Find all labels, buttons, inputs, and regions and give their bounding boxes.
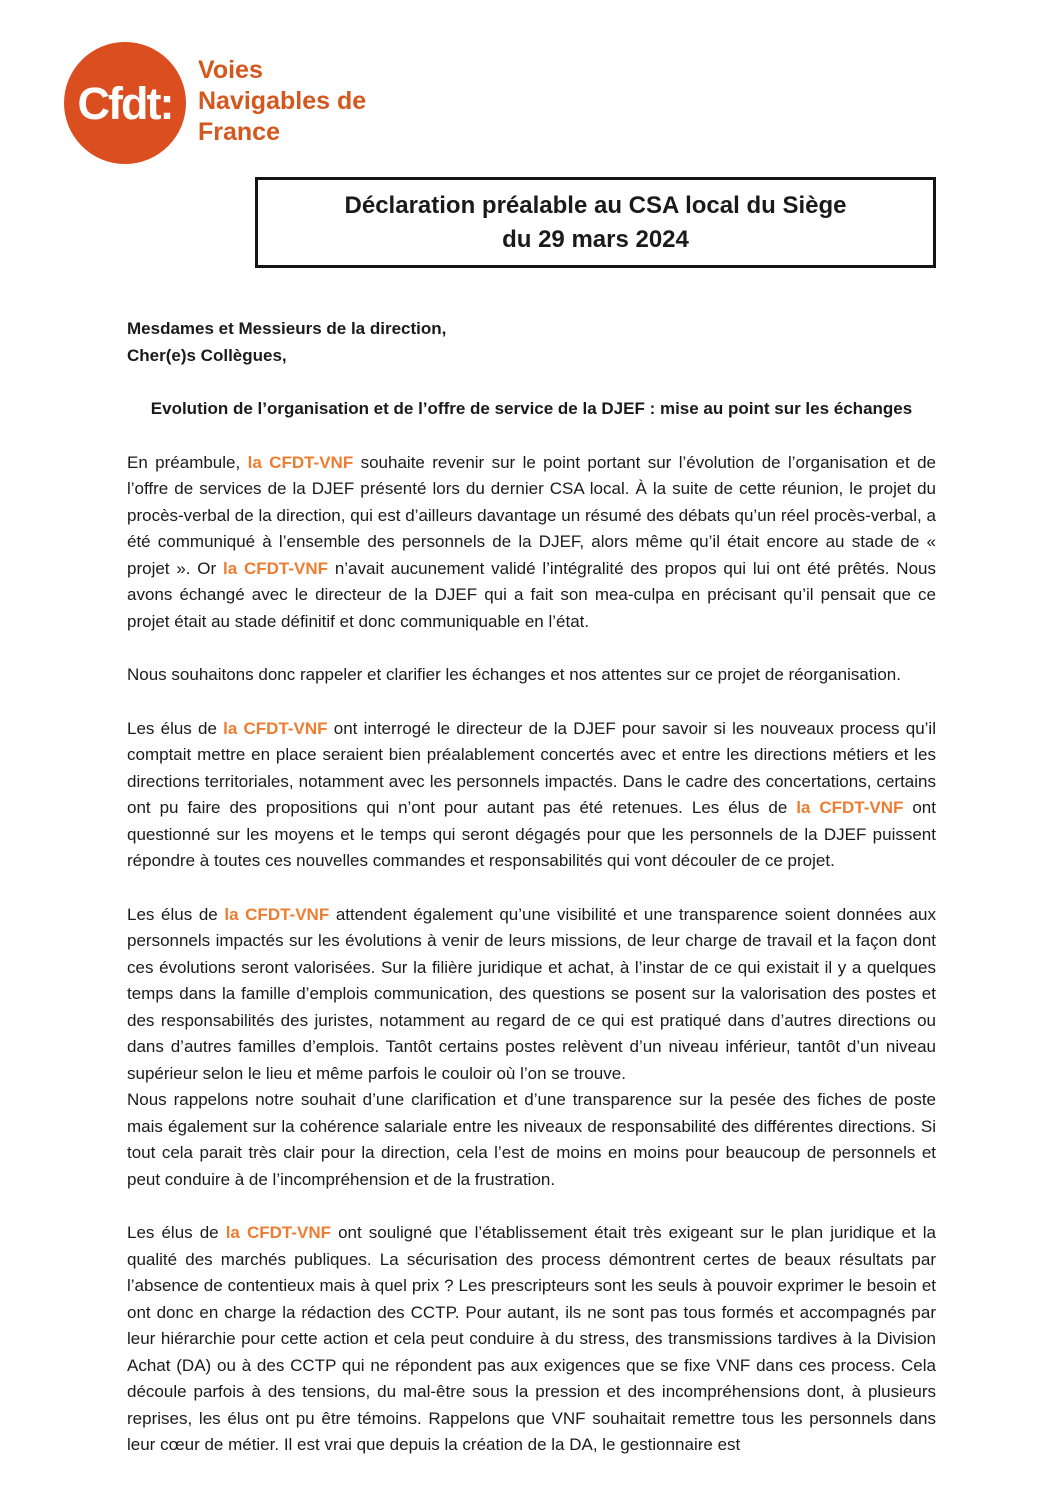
paragraph bbox=[127, 1087, 936, 1193]
paragraph-text: Les élus de bbox=[127, 904, 225, 924]
union-name-highlight: la CFDT-VNF bbox=[223, 718, 328, 738]
paragraph-text: Nous souhaitons donc rappeler et clarifier les échanges et nos attentes sur ce projet de réorganisation. bbox=[127, 665, 901, 684]
paragraph bbox=[127, 1220, 936, 1459]
paragraph-text: En préambule, bbox=[127, 452, 248, 472]
paragraph-text: ont interrogé le directeur de la DJEF pour savoir si les nouveaux process qu’il comptait mettre en place seraient bien préalablement concertés avec et entre les directions métiers et les directions territoriales, notamment avec les personnels impactés. Dans le cadre des concertations, certains ont pu faire des propositions qui n’ont pour autant pas été retenues. Les élus de bbox=[127, 718, 936, 817]
union-name-highlight: la CFDT-VNF bbox=[796, 798, 904, 817]
cfdt-logo bbox=[64, 42, 366, 164]
paragraph-text: ont souligné que l’établissement était très exigeant sur le plan juridique et la qualité des marchés publiques. La sécurisation des process démontrent certes de beaux résultats par l’absence de contentieux mais à quel prix ? Les prescripteurs sont les seuls à pouvoir exprimer le besoin et ont donc en charge la rédaction des CCTP. Pour autant, ils ne sont pas tous formés et accompagnés par leur hiérarchie pour cette action et cela peut conduire à du stress, des transmissions tardives à la Division Achat (DA) ou à des CCTP qui ne répondent pas aux exigences que se fixe VNF dans ces process. Cela découle parfois à des tensions, du mal-être sous la pression et des incompréhensions dont, à plusieurs reprises, les élus ont pu être témoins. Rappelons que VNF souhaitait remettre tous les personnels dans leur cœur de métier. Il est vrai que depuis la création de la DA, le gestionnaire est bbox=[127, 1223, 936, 1454]
organization-name bbox=[198, 55, 366, 148]
paragraph bbox=[127, 662, 936, 689]
paragraph-text: Les élus de bbox=[127, 718, 224, 738]
union-name-highlight: la CFDT-VNF bbox=[225, 1223, 331, 1242]
declaration-title-box bbox=[255, 177, 936, 268]
union-name-highlight: la CFDT-VNF bbox=[224, 904, 330, 924]
salutation-line: Cher(e)s Collègues, bbox=[127, 345, 287, 365]
declaration-title-line1: Déclaration préalable au CSA local du Siège bbox=[344, 191, 847, 219]
cfdt-logo-circle bbox=[64, 42, 186, 164]
organization-name-line: France bbox=[198, 117, 280, 146]
cfdt-monogram: Cfdt: bbox=[77, 78, 173, 129]
salutation-line: Mesdames et Messieurs de la direction, bbox=[127, 319, 447, 338]
organization-name-line: Voies bbox=[198, 55, 263, 84]
paragraph bbox=[127, 716, 936, 875]
union-name-highlight: la CFDT-VNF bbox=[222, 558, 329, 578]
paragraph bbox=[127, 450, 936, 636]
section-heading: Evolution de l’organisation et de l’offre de service de la DJEF : mise au point sur les échanges bbox=[150, 399, 913, 418]
union-name-highlight: la CFDT-VNF bbox=[247, 452, 354, 472]
paragraph-text: ont questionné sur les moyens et le temps qui seront dégagés pour que les personnels de la DJEF puissent répondre à toutes ces nouvelles commandes et responsabilités qui vont découler de ce projet. bbox=[127, 798, 936, 870]
declaration-title-line2: du 29 mars 2024 bbox=[502, 225, 689, 253]
paragraph-text: Les élus de bbox=[127, 1223, 226, 1242]
paragraph-text: souhaite revenir sur le point portant sur l’évolution de l’organisation et de l’offre de services de la DJEF présenté lors du dernier CSA local. À la suite de cette réunion, le projet du procès-verbal de la direction, qui est d’ailleurs davantage un résumé des débats qu’un réel procès-verbal, a été communiqué à l’ensemble des personnels de la DJEF, alors même qu’il était encore au stade de « projet ». Or bbox=[127, 452, 936, 578]
organization-name-line: Navigables de bbox=[198, 86, 367, 115]
paragraph-text: attendent également qu’une visibilité et une transparence soient données aux personnels impactés sur les évolutions à venir de leurs missions, de leur charge de travail et la façon dont ces évolutions seront valorisées. Sur la filière juridique et achat, à l’instar de ce qui existait il y a quelques temps dans la famille d’emplois communication, des questions se posent sur la valorisation des postes et des responsabilités des juristes, notamment au regard de ce qui est pratiqué dans d’autres directions ou dans d’autres familles d’emplois. Tantôt certains postes relèvent d’un niveau inférieur, tantôt d’un niveau supérieur selon le lieu et même parfois le couloir où l’on se trouve. bbox=[127, 904, 936, 1083]
paragraph-text: n’avait aucunement validé l’intégralité des propos qui lui ont été prêtés. Nous avons échangé avec le directeur de la DJEF qui a fait son mea-culpa en précisant qu’il pensait que ce projet était au stade définitif et donc communiquable en l’état. bbox=[127, 558, 936, 631]
paragraph bbox=[127, 902, 936, 1088]
document-body bbox=[127, 316, 936, 1459]
document-paragraphs bbox=[127, 450, 936, 1459]
paragraph-text: Nous rappelons notre souhait d’une clarification et d’une transparence sur la pesée des fiches de poste mais également sur la cohérence salariale entre les niveaux de responsabilité des différentes directions. Si tout cela parait très clair pour la direction, cela l’est de moins en moins pour beaucoup de personnels et peut conduire à de l’incompréhension et de la frustration. bbox=[127, 1090, 936, 1189]
